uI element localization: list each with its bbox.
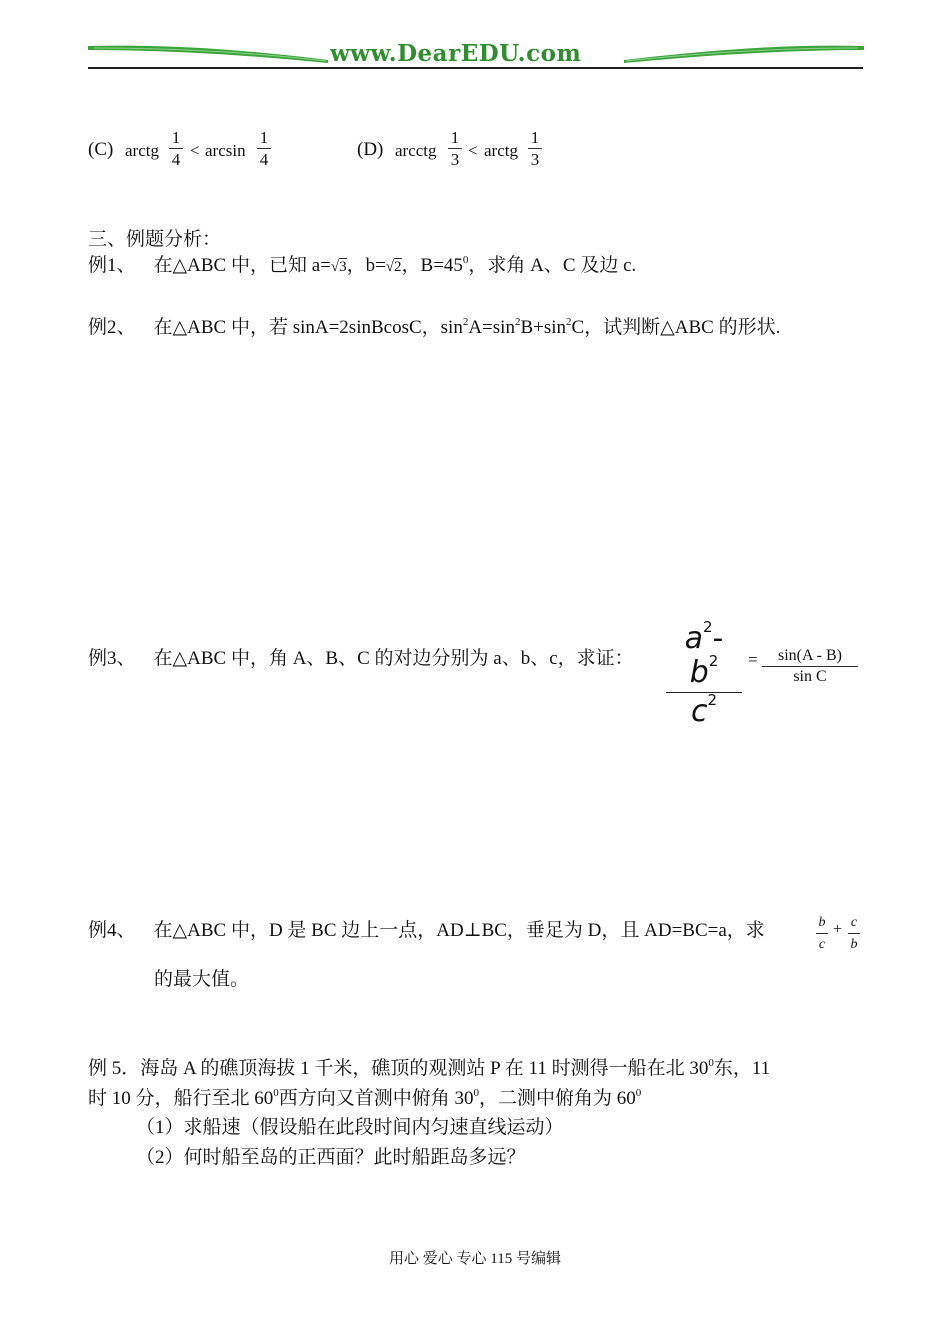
option-c-fn1: arctg [125,141,159,160]
example-4-label: 例4、 [88,920,136,941]
fraction-c-over-b: c b [848,913,860,954]
option-c-less-than: < [190,141,200,160]
example-1-text-a: 在△ABC 中，已知 a= [153,255,331,276]
section-title: 三、例题分析： [88,229,222,250]
example-2-label: 例2、 [88,317,136,338]
example-2 [88,316,780,340]
example-2-text-c: B+sin [520,317,566,338]
square-sup: 2 [462,316,469,328]
example-1-text-b: ，b= [346,255,386,276]
example-5-line1: 例 5．海岛 A 的礁顶海拔 1 千米，礁顶的观测站 P 在 11 时测得一船在北 $30^0$东，11 [88,1057,771,1079]
option-d-less-than: < [468,141,478,160]
site-brand: www.DearEDU.com [330,40,582,67]
sqrt-3: √3 [330,259,347,275]
example-1 [88,254,636,279]
example-3-label: 例3、 [88,648,136,669]
header-rule [88,67,863,69]
example-2-text-a: 在△ABC 中，若 sinA=2sinBcosC，sin [153,317,463,338]
square-sup: 2 [566,316,572,328]
example-2-text-b: A=sin [468,317,515,338]
option-d-fn2: arctg [484,141,518,160]
option-c-frac2: 1 4 [257,128,271,169]
option-d-fn1: arcctg [395,141,437,160]
option-d-frac2: 1 3 [528,128,542,169]
fraction-b-over-c: b c [816,913,828,954]
page-footer: 用心 爱心 专心 115 号编辑 [389,1251,561,1267]
example-1-text-d: ，求角 A、C 及边 c. [468,255,637,276]
example-5-question-2: （2）何时船至岛的正西面？此时船距岛多远？ [136,1147,526,1168]
example-5-line2: 时 10 分，船行至北 $60^0$西方向又首测中俯角 $30^0$，二测中俯角为 $60^0$ [88,1087,642,1109]
option-d-frac1: 1 3 [448,128,462,169]
option-d-label: (D) [357,139,384,160]
example-5-question-1: （1）求船速（假设船在此段时间内匀速直线运动） [136,1117,564,1138]
example-1-text-c: ，B=45 [401,255,463,276]
option-c-frac1: 1 4 [169,128,183,169]
example-4-line2: 的最大值。 [154,969,250,990]
lhs-fraction: $a^2-$ $b^2$ $c^2$ [666,622,742,729]
option-c-label: (C) [88,139,114,160]
rhs-fraction: sin(A - B) sin C [762,646,858,687]
example-4-text: 在△ABC 中，D 是 BC 边上一点，AD⊥BC，垂足为 D，且 AD=BC=a，求 [153,920,765,941]
example-3-text: 在△ABC 中，角 A、B、C 的对边分别为 a、b、c，求证： [153,648,634,669]
example-2-text-d: C，试判断△ABC 的形状. [571,317,781,338]
degree-sup: 0 [462,254,469,266]
option-c-fn2: arcsin [205,141,246,160]
equals-sign: = [748,650,758,669]
example-1-label: 例1、 [88,255,136,276]
square-sup: 2 [514,316,521,328]
plus-sign: + [833,921,843,938]
sqrt-2: √2 [385,259,402,275]
